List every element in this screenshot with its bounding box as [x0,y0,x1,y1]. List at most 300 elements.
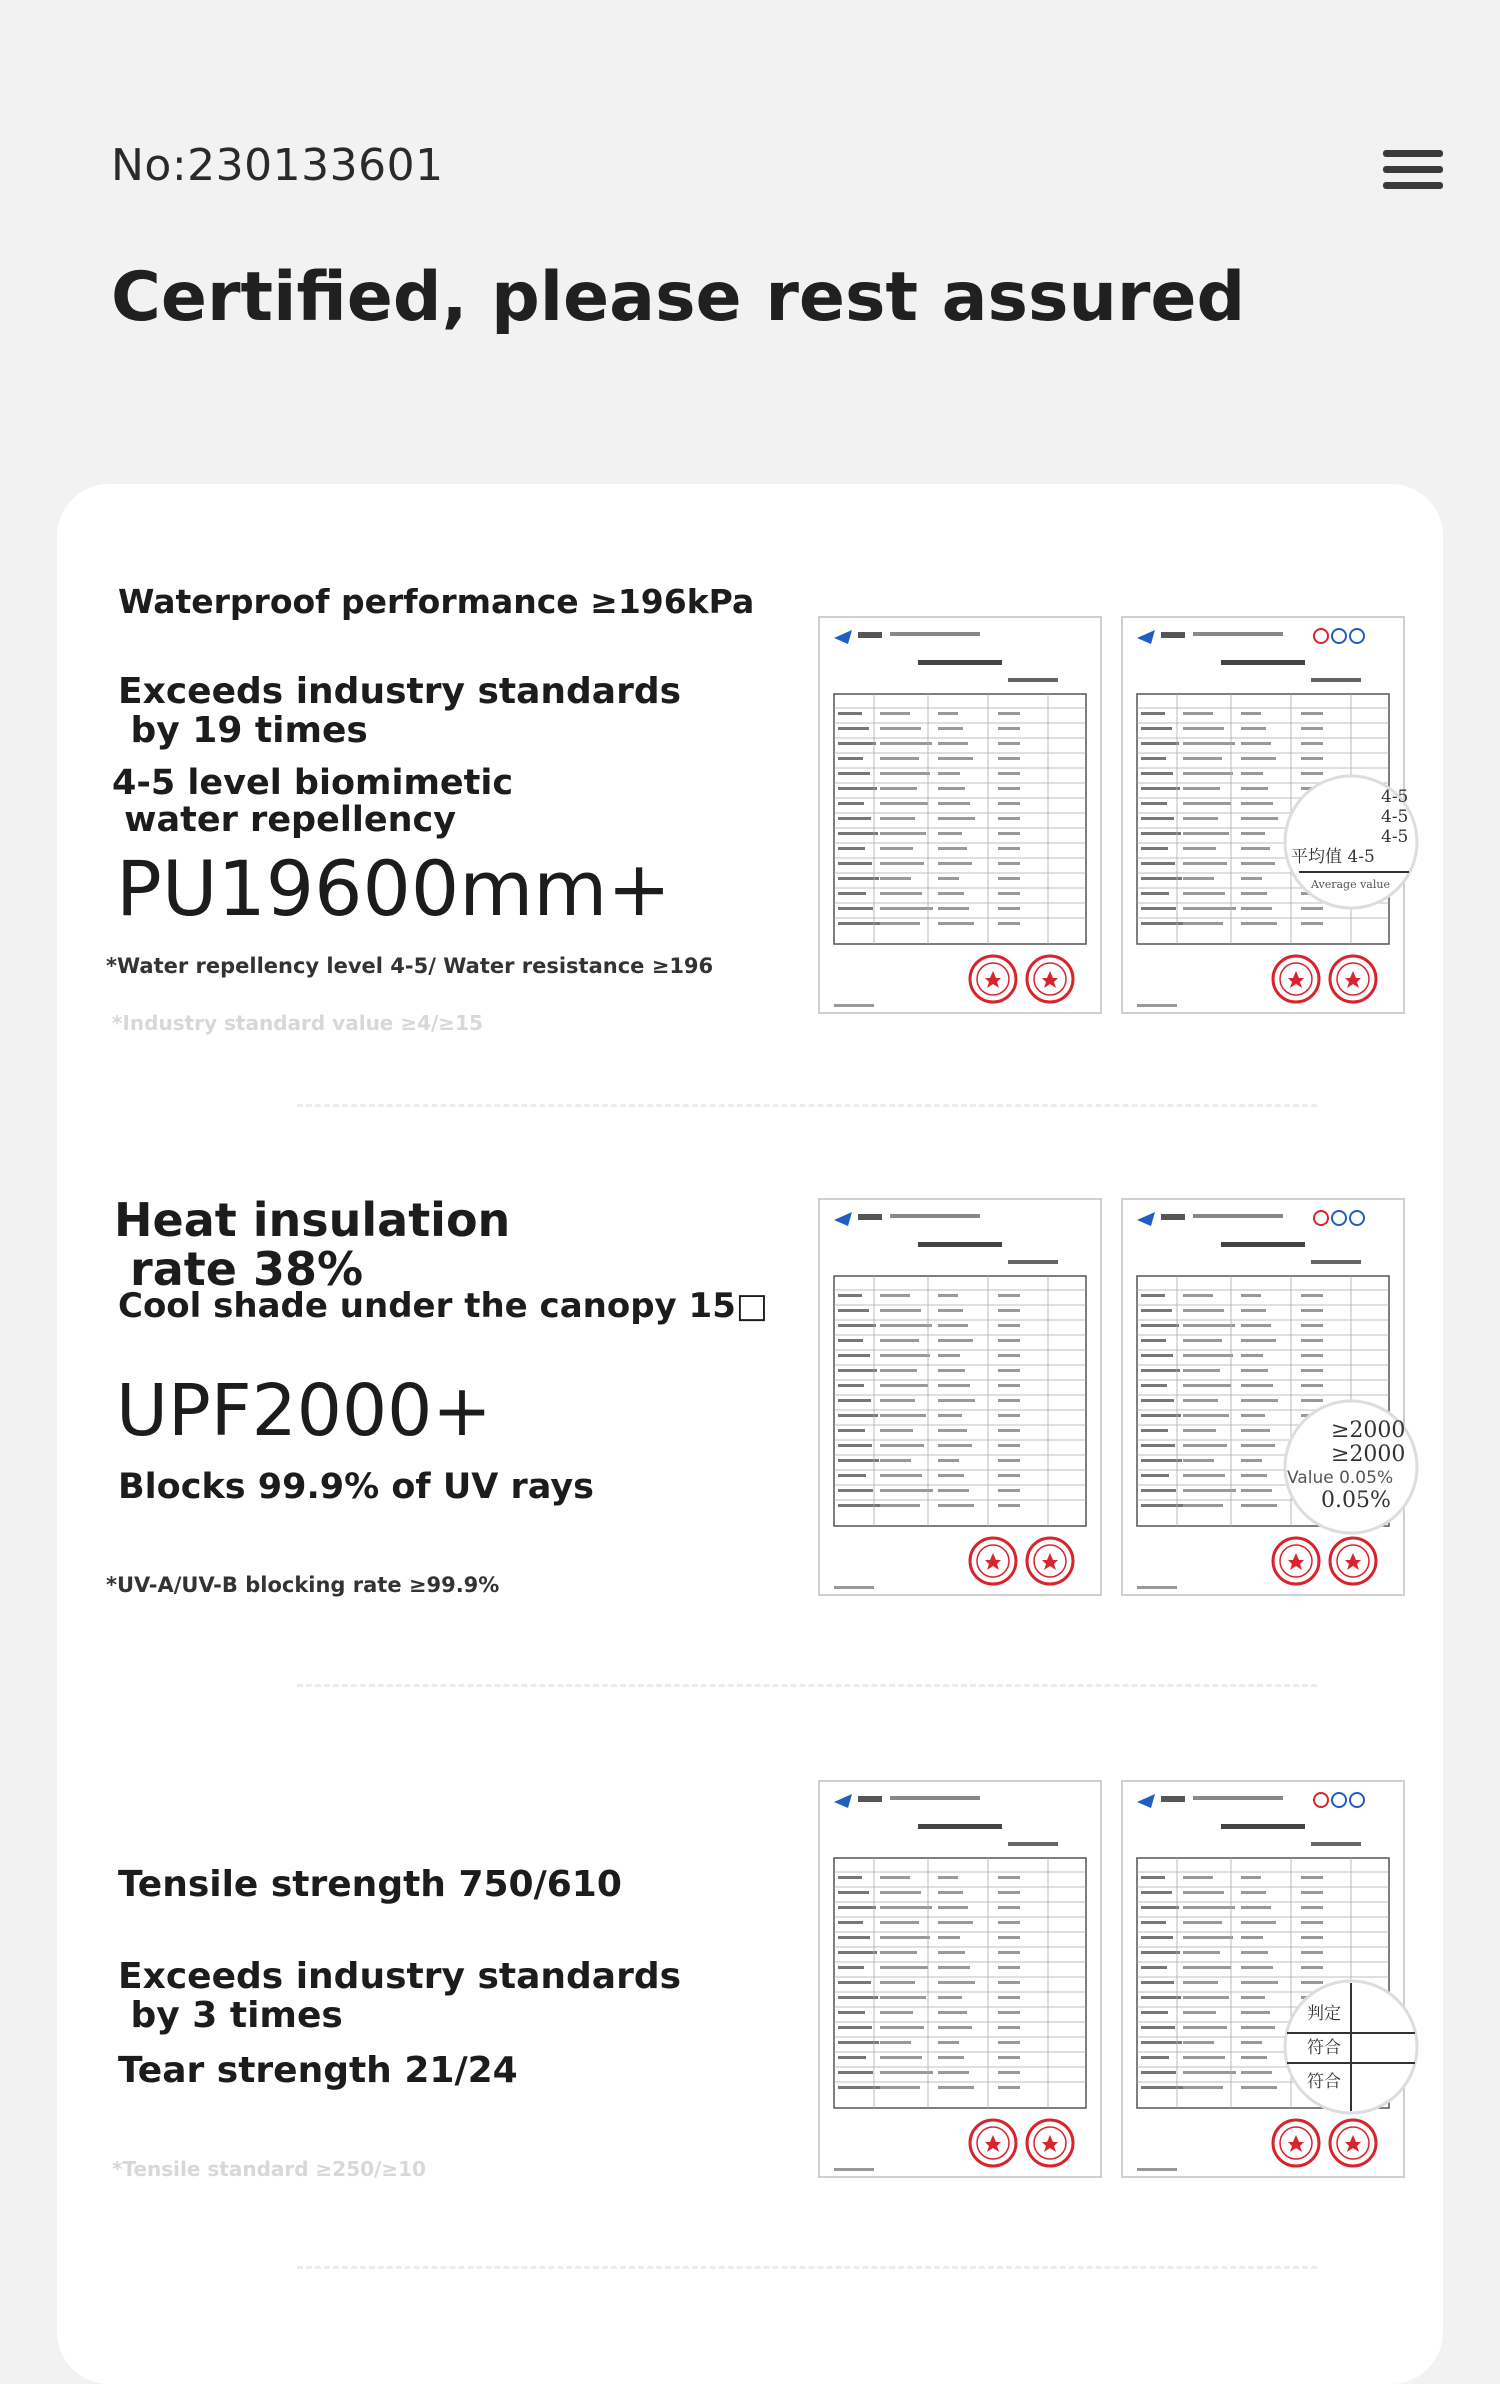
magnifier-1-v1: 4-5 [1381,787,1409,807]
table-cell-text [880,1906,932,1909]
table-cell-text [938,757,973,760]
table-cell-text [838,2056,866,2059]
table-cell-text [838,1429,865,1432]
table-cell-text [1183,1399,1218,1402]
table-cell-text [1241,862,1275,865]
table-cell-text [1141,802,1167,805]
test-report-1a [818,616,1102,1014]
table-cell-text [838,1309,869,1312]
pu-rating: PU19600mm+ [116,844,671,933]
table-cell-text [998,922,1020,925]
table-cell-text [1241,742,1271,745]
table-cell-text [998,1399,1020,1402]
table-cell-text [1241,1294,1261,1297]
table-cell-text [938,1339,973,1342]
table-cell-text [1141,2056,1169,2059]
report-id-line [1311,1842,1361,1846]
table-cell-text [1301,1384,1323,1387]
table-cell-text [1183,2026,1227,2029]
table-cell-text [1141,772,1173,775]
table-cell-text [1183,862,1227,865]
table-cell-text [880,2011,913,2014]
table-cell-text [838,712,862,715]
table-cell-text [1301,1966,1323,1969]
table-cell-text [838,1906,876,1909]
tensile-strength: Tensile strength 750/610 [118,1864,622,1905]
magnifier-3 [1281,1977,1421,2117]
table-cell-text [880,892,922,895]
table-cell-text [880,1384,928,1387]
table-cell-text [1183,802,1231,805]
table-cell-text [880,1414,926,1417]
test-report-3a [818,1780,1102,2178]
magnifier-1-v5: Average value [1311,878,1390,891]
table-cell-text [838,832,878,835]
table-cell-text [1183,1951,1220,1954]
table-cell-text [1183,1309,1224,1312]
table-cell-text [998,2071,1020,2074]
table-cell-text [998,2086,1020,2089]
table-cell-text [880,907,933,910]
table-cell-text [880,2056,922,2059]
table-cell-text [1241,787,1268,790]
table-cell-text [1301,1339,1323,1342]
table-cell-text [1183,1936,1233,1939]
table-cell-text [838,1294,862,1297]
table-cell-text [938,1906,968,1909]
table-cell-text [1241,1459,1262,1462]
table-cell-text [1301,1354,1323,1357]
table-cell-text [880,1354,930,1357]
table-cell-text [938,1474,964,1477]
table-cell-text [998,1444,1020,1447]
table-cell-text [1301,1324,1323,1327]
table-cell-text [1183,892,1225,895]
table-cell-text [880,817,915,820]
tear-strength: Tear strength 21/24 [118,2050,518,2091]
table-cell-text [1183,817,1218,820]
table-cell-text [998,2026,1020,2029]
table-cell-text [1141,1294,1165,1297]
table-cell-text [1141,1891,1172,1894]
table-cell-text [1301,1921,1323,1924]
table-cell-text [998,742,1020,745]
table-cell-text [1141,1324,1179,1327]
table-cell-text [838,1324,876,1327]
table-cell-text [998,1489,1020,1492]
certification-card [57,484,1443,2384]
table-cell-text [1301,1936,1323,1939]
table-cell-text [938,1369,965,1372]
table-cell-text [1141,1429,1168,1432]
table-cell-text [1183,832,1229,835]
table-cell-text [1241,1996,1265,1999]
table-cell-text [1183,727,1224,730]
report-logo-mark [1161,632,1185,638]
table-cell-text [938,1354,960,1357]
table-cell-text [1141,1966,1167,1969]
table-cell-text [938,712,958,715]
table-cell-text [880,1936,930,1939]
report-logo-mark [858,632,882,638]
table-cell-text [838,802,864,805]
table-cell-text [880,1309,921,1312]
table-cell-text [1241,1474,1267,1477]
table-cell-text [938,1951,965,1954]
table-cell-text [838,2026,872,2029]
table-cell-text [1183,922,1223,925]
table-cell-text [1141,727,1172,730]
uv-block: Blocks 99.9% of UV rays [118,1467,594,1507]
magnifier-2-v2: ≥2000 [1331,1442,1406,1467]
table-cell-text [1183,1444,1227,1447]
table-cell-text [838,1891,869,1894]
table-cell-text [998,2011,1020,2014]
table-cell-text [1183,772,1233,775]
table-cell-text [998,727,1020,730]
table-cell-text [1183,1414,1229,1417]
table-cell-text [880,1876,910,1879]
table-cell-text [1241,1876,1261,1879]
cool-shade: Cool shade under the canopy 15□ [118,1286,768,1326]
table-cell-text [938,1489,969,1492]
magnifier-3-v1: 判定 [1307,2004,1341,2024]
table-cell-text [998,862,1020,865]
table-cell-text [838,2011,865,2014]
table-cell-text [998,1996,1020,1999]
table-cell-text [1183,907,1236,910]
table-cell-text [998,802,1020,805]
table-cell-text [1141,1981,1174,1984]
table-cell-text [998,1474,1020,1477]
table-cell-text [1241,1504,1277,1507]
table-cell-text [938,2026,972,2029]
report-page [819,1199,1101,1595]
table-cell-text [880,1399,915,1402]
table-cell-text [938,1444,972,1447]
section-divider-3 [297,2266,1317,2269]
table-cell-text [838,1489,873,1492]
table-cell-text [938,1936,960,1939]
table-cell-text [838,727,869,730]
table-cell-text [838,1414,878,1417]
table-cell-text [998,892,1020,895]
report-logo-mark [858,1214,882,1220]
table-cell-text [1183,787,1220,790]
table-cell-text [1183,1489,1236,1492]
table-cell-text [1241,907,1272,910]
table-cell-text [1183,757,1222,760]
table-cell-text [1301,1369,1323,1372]
table-cell-text [1301,1294,1323,1297]
table-cell-text [838,1936,870,1939]
table-cell-text [880,757,919,760]
table-cell-text [938,832,962,835]
upf-rating: UPF2000+ [116,1369,492,1452]
table-cell-text [1141,1384,1167,1387]
table-cell-text [838,1399,871,1402]
table-cell-text [880,727,921,730]
table-cell-text [1241,877,1262,880]
table-cell-text [838,742,876,745]
report-id-line [1008,678,1058,682]
table-cell-text [880,1489,933,1492]
hamburger-menu-icon[interactable] [1383,150,1443,192]
report-title-line [918,1824,1002,1829]
table-cell-text [838,1384,864,1387]
table-cell-text [1141,1354,1173,1357]
report-title-line [1221,660,1305,665]
table-cell-text [1141,1414,1181,1417]
table-cell-text [880,1459,911,1462]
section-divider-2 [297,1684,1317,1687]
table-cell-text [880,862,924,865]
table-cell-text [1183,1354,1233,1357]
table-cell-text [1241,727,1266,730]
table-cell-text [1301,1309,1323,1312]
table-cell-text [1301,757,1323,760]
magnifier-1-v4: 平均值 4-5 [1291,847,1375,867]
table-cell-text [1183,2071,1236,2074]
table-cell-text [880,877,911,880]
table-cell-text [838,1369,877,1372]
table-cell-text [938,877,959,880]
industry-standard-note: *Industry standard value ≥4/≥15 [112,1011,483,1035]
table-cell-text [1183,2056,1225,2059]
magnifier-3-v2: 符合 [1307,2038,1341,2058]
table-cell-text [838,1921,863,1924]
table-cell-text [880,2071,933,2074]
table-cell-text [1301,1951,1323,1954]
table-cell-text [1241,1384,1273,1387]
table-cell-text [1141,1309,1172,1312]
table-cell-text [1241,1921,1276,1924]
table-cell-text [1141,1951,1180,1954]
table-cell-text [1241,1399,1278,1402]
table-cell-text [1183,2011,1216,2014]
table-cell-text [1301,742,1323,745]
table-cell-text [880,1369,917,1372]
table-cell-text [838,1459,879,1462]
table-cell-text [1241,2041,1262,2044]
table-cell-text [880,2041,911,2044]
report-footer-line [834,1586,874,1589]
table-cell-text [880,1504,920,1507]
table-cell-text [880,1891,921,1894]
table-cell-text [1301,922,1323,925]
table-cell-text [1141,1906,1179,1909]
table-cell-text [998,1294,1020,1297]
table-cell-text [1141,1369,1180,1372]
table-cell-text [998,832,1020,835]
table-cell-text [838,1339,863,1342]
table-cell-text [1241,1339,1276,1342]
water-repellency-note: *Water repellency level 4-5/ Water resistance ≥196 [106,954,714,978]
report-footer-line [1137,1004,1177,1007]
table-cell-text [938,742,968,745]
table-cell-text [1183,1339,1222,1342]
table-cell-text [1241,817,1278,820]
table-cell-text [998,1936,1020,1939]
report-logo-mark [858,1796,882,1802]
table-cell-text [1241,922,1277,925]
table-cell-text [938,817,975,820]
table-cell-text [1241,1354,1263,1357]
table-cell-text [1141,1936,1173,1939]
table-cell-text [938,1294,958,1297]
table-cell-text [880,832,926,835]
table-cell-text [838,772,870,775]
table-cell-text [1141,817,1174,820]
table-cell-text [998,847,1020,850]
report-footer-line [1137,1586,1177,1589]
table-cell-text [938,1996,962,1999]
report-logo-mark [1161,1796,1185,1802]
table-cell-text [938,1384,970,1387]
table-cell-text [880,772,930,775]
report-footer-line [834,2168,874,2171]
magnifier-3-v3: 符合 [1307,2072,1341,2092]
report-org-line [1193,1796,1283,1800]
table-cell-text [838,1474,866,1477]
table-cell-text [880,787,917,790]
table-cell-text [880,802,928,805]
table-cell-text [1183,1891,1224,1894]
table-cell-text [880,742,932,745]
table-cell-text [1183,1504,1223,1507]
table-cell-text [1141,1489,1176,1492]
table-cell-text [1141,862,1175,865]
table-cell-text [1183,847,1216,850]
test-report-2a [818,1198,1102,1596]
table-cell-text [938,2011,967,2014]
report-title-line [918,1242,1002,1247]
table-cell-text [1183,1906,1235,1909]
table-cell-text [1141,787,1180,790]
table-cell-text [1301,1876,1323,1879]
table-cell-text [998,1309,1020,1312]
table-cell-text [1241,802,1273,805]
table-cell-text [1241,1444,1275,1447]
table-cell-text [998,2056,1020,2059]
table-cell-text [938,1876,958,1879]
table-cell-text [938,847,967,850]
table-cell-text [998,1414,1020,1417]
report-org-line [890,1796,980,1800]
table-cell-text [938,1309,963,1312]
table-cell-text [1241,772,1263,775]
table-cell-text [838,817,871,820]
report-title-line [1221,1824,1305,1829]
table-cell-text [1141,1399,1174,1402]
table-cell-text [998,1876,1020,1879]
table-cell-text [938,1324,968,1327]
table-cell-text [880,1951,917,1954]
table-cell-text [998,1921,1020,1924]
table-cell-text [998,712,1020,715]
table-cell-text [1241,1429,1270,1432]
heat-insulation-rate: Heat insulation rate 38% [114,1193,511,1296]
table-cell-text [838,847,865,850]
table-cell-text [938,1399,975,1402]
table-cell-text [998,1354,1020,1357]
table-cell-text [1241,2071,1272,2074]
table-cell-text [1141,2071,1176,2074]
table-cell-text [1141,1921,1166,1924]
table-cell-text [1141,832,1181,835]
table-cell-text [1241,1489,1272,1492]
table-cell-text [1241,1936,1263,1939]
table-cell-text [1183,1966,1231,1969]
table-cell-text [838,1354,870,1357]
table-cell-text [1141,1339,1166,1342]
table-cell-text [1183,1876,1213,1879]
table-cell-text [938,892,964,895]
table-cell-text [880,1921,919,1924]
table-cell-text [998,877,1020,880]
table-cell-text [1241,1951,1268,1954]
table-cell-text [938,922,974,925]
table-cell-text [1241,1309,1266,1312]
table-cell-text [1241,1414,1265,1417]
table-cell-text [1141,1996,1181,1999]
table-cell-text [1141,1474,1169,1477]
table-cell-text [998,1966,1020,1969]
table-cell-text [1183,1369,1220,1372]
report-footer-line [1137,2168,1177,2171]
table-cell-text [1241,1906,1271,1909]
table-cell-text [1141,892,1169,895]
table-cell-text [1141,742,1179,745]
table-cell-text [938,907,969,910]
table-cell-text [998,1504,1020,1507]
table-cell-text [1183,1459,1214,1462]
table-cell-text [838,892,866,895]
table-cell-text [1183,877,1214,880]
table-cell-text [1241,2011,1270,2014]
table-cell-text [1241,757,1276,760]
table-cell-text [1241,2026,1275,2029]
table-cell-text [938,727,963,730]
report-id-line [1008,1260,1058,1264]
table-cell-text [1141,1444,1175,1447]
report-org-line [1193,632,1283,636]
table-cell-text [880,2086,920,2089]
waterproof-performance: Waterproof performance ≥196kPa [118,582,755,621]
report-page [819,1781,1101,2177]
table-cell-text [938,1981,975,1984]
table-cell-text [1141,877,1182,880]
report-page [819,617,1101,1013]
table-cell-text [838,907,873,910]
table-cell-text [1241,847,1270,850]
table-cell-text [998,1324,1020,1327]
table-cell-text [1301,1891,1323,1894]
table-cell-text [1301,712,1323,715]
table-cell-text [838,1966,864,1969]
table-cell-text [880,1444,924,1447]
magnifier-2-v1: ≥2000 [1331,1418,1406,1443]
uv-blocking-note: *UV-A/UV-B blocking rate ≥99.9% [106,1573,500,1597]
table-cell-text [880,1429,913,1432]
table-cell-text [998,2041,1020,2044]
table-cell-text [1301,727,1323,730]
report-id-line [1008,1842,1058,1846]
table-cell-text [938,1966,970,1969]
table-cell-text [1141,1459,1182,1462]
table-cell-text [938,1504,974,1507]
table-cell-text [838,1996,878,1999]
